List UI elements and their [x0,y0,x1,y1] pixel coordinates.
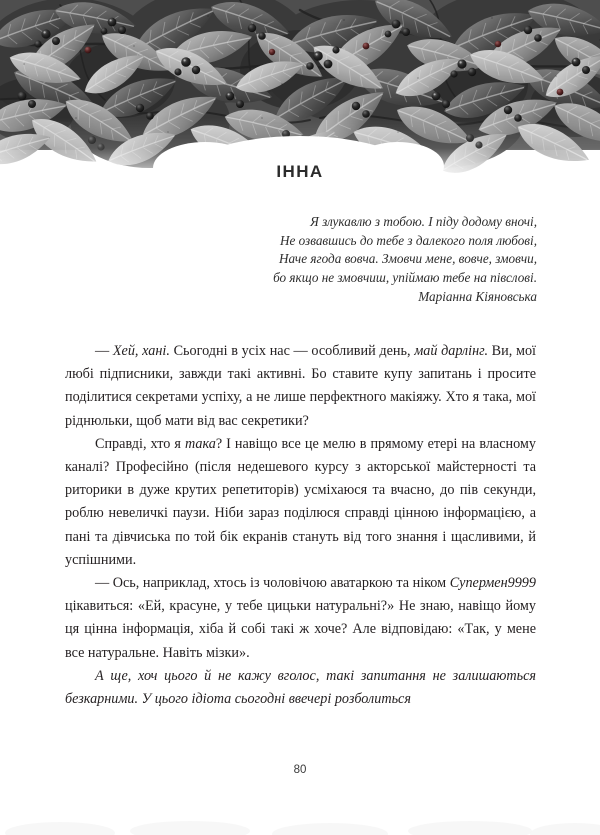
epigraph-line: бо якщо не змовчиш, упіймаю тебе на півслові. [273,269,537,285]
epigraph-line: Я злукавлю з тобою. І піду додому вночі, [310,214,537,229]
epigraph [182,213,537,307]
epigraph-line: Наче ягода вовча. Змовчи мене, вовче, змовчи, [278,251,537,267]
epigraph-line: Не озвавшись до тебе з далекого поля любові, [279,232,537,248]
page-bleed-ghost [0,809,600,835]
page-number: 80 [293,764,307,776]
emphasis-text: така [184,435,216,452]
body-text [65,340,536,711]
emphasis-text: Хей, хані. [112,343,170,359]
body-paragraph: Справді, хто я така? І навіщо все це мелю в прямому етері на власному каналі? Професійно (після недешевого курсу з акторської майстерності та риторики в дуже крутих репетиторів) усміхаюся та вчасно, до пів секунди, роблю невеличкі паузи. Ніби зараз поділюся справді цінною інформацією, а пані та дівчиська по той бік екранів стануть від того знання і щасливими, й успішними. [65,435,536,568]
body-paragraph: — Хей, хані. Сьогодні в усіх нас — особливий день, май дарлінг. Ви, мої любі підписники, завжди такі активні. Бо ставите купу запитань і просите поділитися секретами успіху, а не лише перфектного макіяжу. Хто я така, мої ріднюльки, щоб мати від вас секретики? [65,343,536,429]
page-title: ІННА [276,162,324,181]
emphasis-text: май дарлінг. [414,343,488,359]
body-paragraph: — Ось, наприклад, хтось із чоловічою аватаркою та ніком Супермен9999 цікавиться: «Ей, красуне, у тебе цицьки натуральні?» Не знаю, навіщо йому ця цінна інформація, хіба й собі такі ж хоче? Але відповідаю: «Так, у мене все натуральне. Навіть мізки». [65,575,536,661]
epigraph-author: Маріанна Кіяновська [418,289,537,305]
emphasis-text: Супермен9999 [449,575,536,592]
body-paragraph: А ще, хоч цього й не кажу вголос, такі запитання не залишаються безкарними. У цього ідіота сьогодні ввечері розболиться [65,667,536,708]
